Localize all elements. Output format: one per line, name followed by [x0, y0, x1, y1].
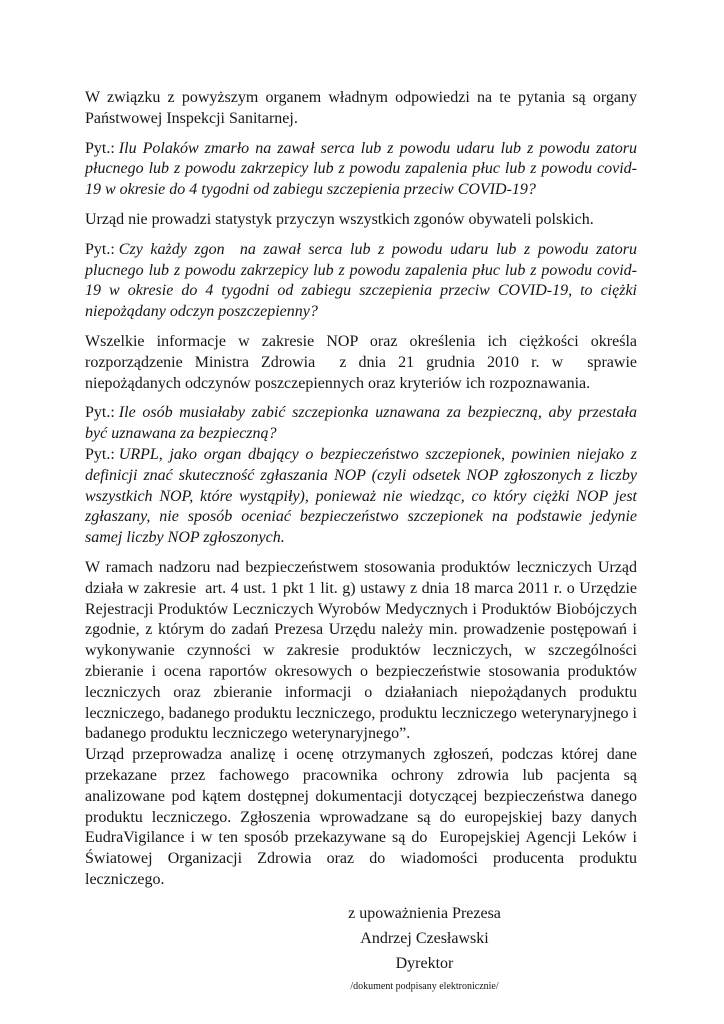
question-text: Ilu Polaków zmarło na zawał serca lub z powodu udaru lub z powodu zatoru płucnego lub z powodu zakrzepicy lub z powodu zapalenia płuc lub z powodu covid-19 w okresie do 4 tygodni od zabiegu szczepienia przeciw COVID-19? — [85, 139, 637, 199]
signature-title: Dyrektor — [395, 954, 454, 972]
question-text: Ile osób musiałaby zabić szczepionka uznawana za bezpieczną, aby przestała być uznawana za bezpieczną? — [85, 404, 637, 443]
question-paragraph-4 — [85, 445, 637, 549]
paragraph-intro: W związku z powyższym organem władnym odpowiedzi na te pytania są organy Państwowej Inspekcji Sanitarnej. — [85, 89, 637, 127]
document-body — [85, 88, 637, 993]
question-paragraph-2 — [85, 240, 637, 323]
question-text: URPL, jako organ dbający o bezpieczeństwo szczepionek, powinien niejako z definicji znać skuteczność zgłaszania NOP (czyli odsetek NOP zgłoszonych z liczby wszystkich NOP, które wystąpiły), ponieważ nie wiedząc, co który ciężki NOP jest zgłaszany, nie sposób oceniać bezpieczeństwo szczepionek na podstawie jedynie samej liczby NOP zgłoszonych. — [85, 445, 637, 547]
question-prefix: Pyt.: — [85, 240, 115, 258]
question-prefix: Pyt.: — [85, 139, 115, 157]
answer-paragraph-3: W ramach nadzoru nad bezpieczeństwem stosowania produktów leczniczych Urząd działa w zakresie art. 4 ust. 1 pkt 1 lit. g) ustawy z dnia 18 marca 2011 r. o Urzędzie Rejestracji Produktów Leczniczych Wyrobów Medycznych i Produktów Biobójczych zgodnie, z którym do zadań Prezesa Urzędu należy min. prowadzenie postępowań i wykonywanie czynności w zakresie produktów leczniczych, w szczególności zbieranie i ocena raportów okresowych o bezpieczeństwie stosowania produktów leczniczych oraz zbieranie informacji o działaniach niepożądanych produktu leczniczego, badanego produktu leczniczego, produktu leczniczego weterynaryjnego i badanego produktu leczniczego weterynaryjnego”. — [85, 558, 637, 743]
signature-electronic-note: /dokument podpisany elektronicznie/ — [350, 980, 499, 992]
signature-name: Andrzej Czesławski — [360, 929, 489, 947]
question-text: Czy każdy zgon na zawał serca lub z powodu udaru lub z powodu zatoru plucnego lub z powodu zakrzepicy lub z powodu zapalenia płuc lub z powodu covid-19 w okresie do 4 tygodni od zabiegu szczepienia przeciw COVID-19, to ciężki niepożądany odczyn poszczepienny? — [85, 240, 637, 321]
answer-paragraph-2: Wszelkie informacje w zakresie NOP oraz określenia ich ciężkości określa rozporządzenie Ministra Zdrowia z dnia 21 grudnia 2010 r. w sprawie niepożądanych odczynów poszczepiennych oraz kryteriów ich rozpoznawania. — [85, 332, 637, 392]
question-paragraph-3 — [85, 403, 637, 445]
question-paragraph-1 — [85, 139, 637, 201]
question-prefix: Pyt.: — [85, 445, 115, 463]
signature-authorization: z upoważnienia Prezesa — [348, 904, 501, 922]
answer-paragraph-4: Urząd przeprowadza analizę i ocenę otrzymanych zgłoszeń, podczas której dane przekazane przez fachowego pracownika ochrony zdrowia lub pacjenta są analizowane pod kątem dostępnej dokumentacji dotyczącej bezpieczeństwa danego produktu leczniczego. Zgłoszenia wprowadzane są do europejskiej bazy danych EudraVigilance i w ten sposób przekazywane są do Europejskiej Agencji Leków i Światowej Organizacji Zdrowia oraz do wiadomości producenta produktu leczniczego. — [85, 746, 637, 888]
question-prefix: Pyt.: — [85, 404, 115, 422]
answer-paragraph-1: Urząd nie prowadzi statystyk przyczyn wszystkich zgonów obywateli polskich. — [85, 210, 594, 228]
signature-block — [212, 901, 637, 993]
